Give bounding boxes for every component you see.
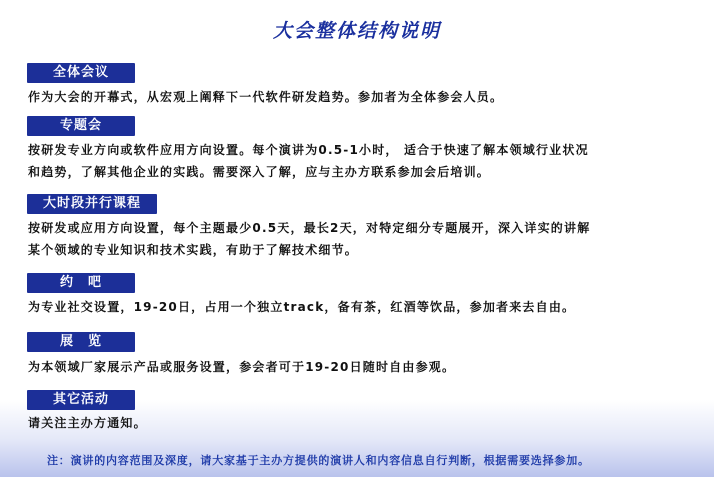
text-line: 按研发或应用方向设置，每个主题最少0.5天，最长2天，对特定细分专题展开，深入详实的讲解: [28, 221, 591, 235]
section-heading-meetup: 约 吧: [27, 273, 135, 293]
section-heading-plenary: 全体会议: [27, 63, 135, 83]
text-line: 为专业社交设置，19-20日，占用一个独立track，备有茶，红酒等饮品，参加者来去自由。: [28, 300, 576, 314]
text-line: 按研发专业方向或软件应用方向设置。每个演讲为0.5-1小时， 适合于快速了解本领域行业状况: [28, 143, 589, 157]
text-line: 请关注主办方通知。: [28, 416, 147, 430]
section-text-meetup: [28, 296, 698, 318]
footnote: 注：演讲的内容范围及深度，请大家基于主办方提供的演讲人和内容信息自行判断，根据需要选择参加。: [47, 454, 590, 467]
section-text-other-activities: [28, 412, 698, 434]
section-heading-other-activities: 其它活动: [27, 390, 135, 410]
section-heading-topic-sessions: 专题会: [27, 116, 135, 136]
text-line: 为本领域厂家展示产品或服务设置，参会者可于19-20日随时自由参观。: [28, 360, 456, 374]
page-title: 大会整体结构说明: [272, 20, 441, 42]
text-line: 和趋势，了解其他企业的实践。需要深入了解，应与主办方联系参加会后培训。: [28, 165, 491, 179]
section-text-exhibition: [28, 356, 698, 378]
text-line: 某个领域的专业知识和技术实践，有助于了解技术细节。: [28, 243, 359, 257]
text-line: 作为大会的开幕式，从宏观上阐释下一代软件研发趋势。参加者为全体参会人员。: [28, 90, 504, 104]
section-text-topic-sessions: [28, 139, 698, 183]
section-heading-parallel-courses: 大时段并行课程: [27, 194, 157, 214]
section-text-parallel-courses: [28, 217, 698, 261]
section-text-plenary: [28, 86, 698, 108]
section-heading-exhibition: 展 览: [27, 332, 135, 352]
